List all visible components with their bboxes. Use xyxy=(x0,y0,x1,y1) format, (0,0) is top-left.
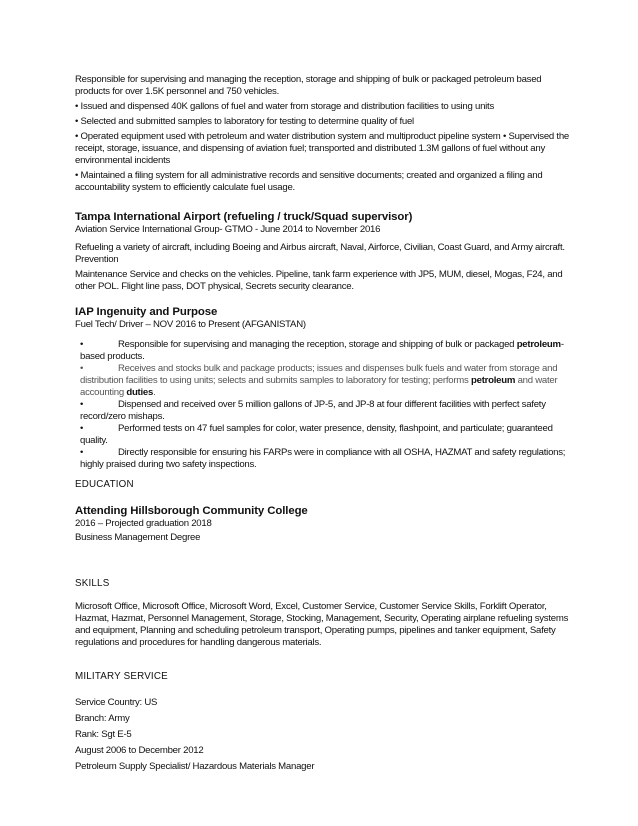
job3-title: IAP Ingenuity and Purpose xyxy=(75,306,218,318)
job2-paragraph-2: Maintenance Service and checks on the vehicles. Pipeline, tank farm experience with JP5, MUM, diesel, Mogas, F24, and other POL. Flight line pass, DOT physical, Secrets security clearance. xyxy=(75,269,563,292)
military-branch: Branch: Army xyxy=(75,713,130,724)
education-degree: Business Management Degree xyxy=(75,532,201,543)
military-dates: August 2006 to December 2012 xyxy=(75,745,204,756)
resume-page xyxy=(75,74,575,773)
skills-text: Microsoft Office, Microsoft Office, Microsoft Word, Excel, Customer Service, Customer Service Skills, Forklift Operator, Hazmat, Hazmat, Personnel Management, Storage, Stocking, Management, Security, Operating airplane refueling systems and equipment, Planning and scheduling petroleum transport, Operating pumps, pipelines and tanker equipment, Safety regulations and procedures for handling dangerous materials. xyxy=(75,601,569,648)
job3-bullet-4: • Performed tests on 47 fuel samples for color, water presence, density, flashpoint, and particulate; guaranteed quality. xyxy=(80,423,553,446)
bullet-mark: • xyxy=(80,447,84,458)
job2-paragraph-1: Refueling a variety of aircraft, including Boeing and Airbus aircraft, Naval, Airforce, Civilian, Coast Guard, and Army aircraft. Prevention xyxy=(75,242,565,265)
job1-bullet-1: • Issued and dispensed 40K gallons of fuel and water from storage and distribution facilities to using units xyxy=(75,101,495,112)
military-rank: Rank: Sgt E-5 xyxy=(75,729,132,740)
job2-subtitle: Aviation Service International Group- GTMO - June 2014 to November 2016 xyxy=(75,224,381,235)
bullet-mark: • xyxy=(80,363,84,374)
skills-heading: SKILLS xyxy=(75,578,110,589)
job3-bullet-5: • Directly responsible for ensuring his FARPs were in compliance with all OSHA, HAZMAT and safety regulations; highly praised during two safety inspections. xyxy=(80,447,566,470)
job2-title: Tampa International Airport (refueling / truck/Squad supervisor) xyxy=(75,211,413,223)
military-heading: MILITARY SERVICE xyxy=(75,671,168,682)
bullet-mark: • xyxy=(80,399,84,410)
job3-bullet-3: • Dispensed and received over 5 million gallons of JP-5, and JP-8 at four different facilities with perfect safety record/zero mishaps. xyxy=(80,399,546,422)
education-school: Attending Hillsborough Community College xyxy=(75,505,308,517)
bullet-mark: • xyxy=(80,423,84,434)
job1-bullet-4: • Maintained a filing system for all administrative records and sensitive documents; created and organized a filing and accountability system to efficiently calculate fuel usage. xyxy=(75,170,543,193)
job3-bullet-2: • Receives and stocks bulk and package products; issues and dispenses bulk fuels and water from storage and distribution facilities to using units; selects and submits samples to laboratory for testing; performs petroleum and water accounting duties. xyxy=(80,363,558,398)
job1-intro: Responsible for supervising and managing the reception, storage and shipping of bulk or packaged petroleum based products for over 1.5K personnel and 750 vehicles. xyxy=(75,74,542,97)
military-country: Service Country: US xyxy=(75,697,158,708)
job3-bullet-1: • Responsible for supervising and managing the reception, storage and shipping of bulk or packaged petroleum-based products. xyxy=(80,339,564,362)
education-dates: 2016 – Projected graduation 2018 xyxy=(75,518,212,529)
job1-bullet-3: • Operated equipment used with petroleum and water distribution system and multiproduct pipeline system • Supervised the receipt, storage, issuance, and dispensing of aviation fuel; transported and distributed 1.3M gallons of fuel without any environmental incidents xyxy=(75,131,569,166)
job3-subtitle: Fuel Tech/ Driver – NOV 2016 to Present (AFGANISTAN) xyxy=(75,319,306,330)
military-role: Petroleum Supply Specialist/ Hazardous Materials Manager xyxy=(75,761,315,772)
job3-bullet-list xyxy=(75,339,575,471)
education-heading: EDUCATION xyxy=(75,479,134,490)
bullet-mark: • xyxy=(80,339,84,350)
job1-bullet-2: • Selected and submitted samples to laboratory for testing to determine quality of fuel xyxy=(75,116,414,127)
